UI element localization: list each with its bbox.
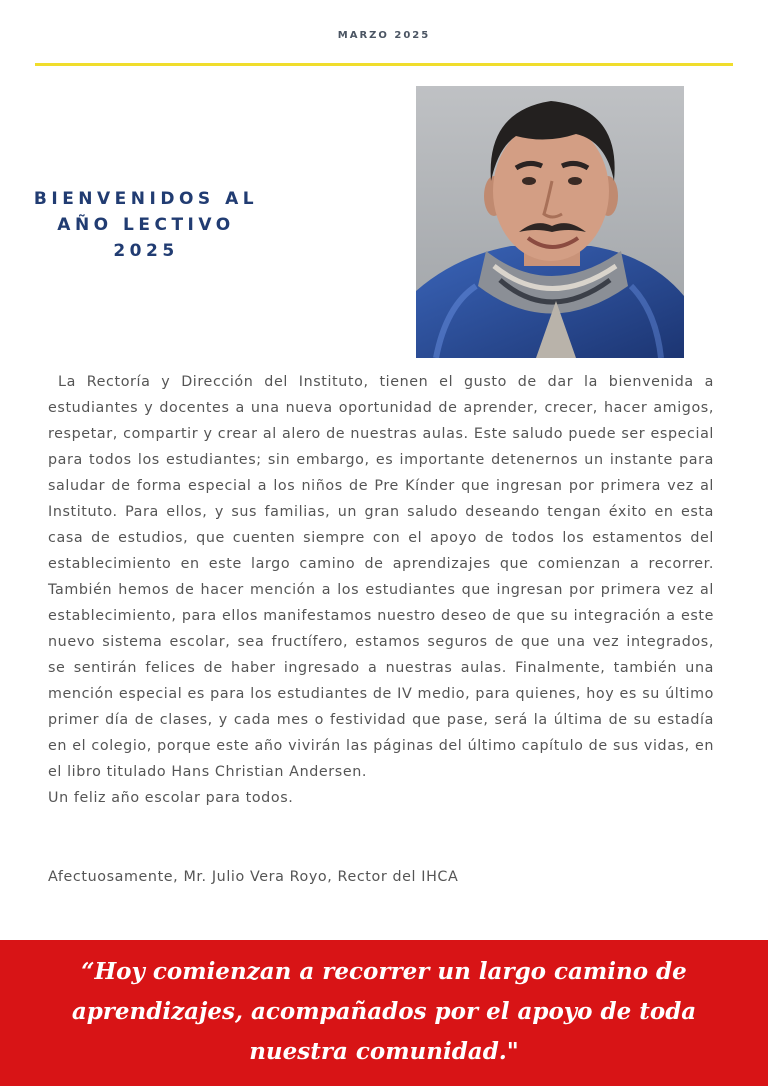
quote-text: “Hoy comienzan a recorrer un largo camino de aprendizajes, acompañados por el apoyo de toda nuestra comunidad.": [71, 958, 697, 1065]
issue-date: MARZO 2025: [337, 30, 431, 41]
welcome-title-line-3: 2025: [113, 241, 179, 261]
yellow-divider: [35, 63, 733, 66]
letter-closing-line: Un feliz año escolar para todos.: [48, 790, 294, 806]
welcome-title-line-1: BIENVENIDOS AL: [33, 189, 259, 209]
letter-paragraph: La Rectoría y Dirección del Instituto, tienen el gusto de dar la bienvenida a estudiantes y docentes a una nueva oportunidad de aprender, crecer, hacer amigos, respetar, compartir y crear al alero de nuestras aulas. Este saludo puede ser especial para todos los estudiantes; sin embargo, es importante detenernos un instante para saludar de forma especial a los niños de Pre Kínder que ingresan por primera vez al Instituto. Para ellos, y sus familias, un gran saludo deseando tengan éxito en esta casa de estudios, que cuenten siempre con el apoyo de todos los estamentos del establecimiento en este largo camino de aprendizajes que comienzan a recorrer. También hemos de hacer mención a los estudiantes que ingresan por primera vez al establecimiento, para ellos manifestamos nuestro deseo de que su integración a este nuevo sistema escolar, sea fructífero, estamos seguros de que una vez integrados, se sentirán felices de haber ingresado a nuestras aulas. Finalmente, también una mención especial es para los estudiantes de IV medio, para quienes, hoy es su último primer día de clases, y cada mes o festividad que pase, será la última de su estadía en el colegio, porque este año vivirán las páginas del último capítulo de sus vidas, en el libro titulado Hans Christian Andersen.: [48, 374, 714, 780]
welcome-title: [28, 186, 264, 264]
letter-signoff: Afectuosamente, Mr. Julio Vera Royo, Rector del IHCA: [48, 869, 459, 885]
welcome-letter-body: [48, 369, 714, 811]
quote-banner: [0, 940, 768, 1086]
portrait-photo: [416, 86, 684, 358]
welcome-title-line-2: AÑO LECTIVO: [57, 215, 235, 235]
